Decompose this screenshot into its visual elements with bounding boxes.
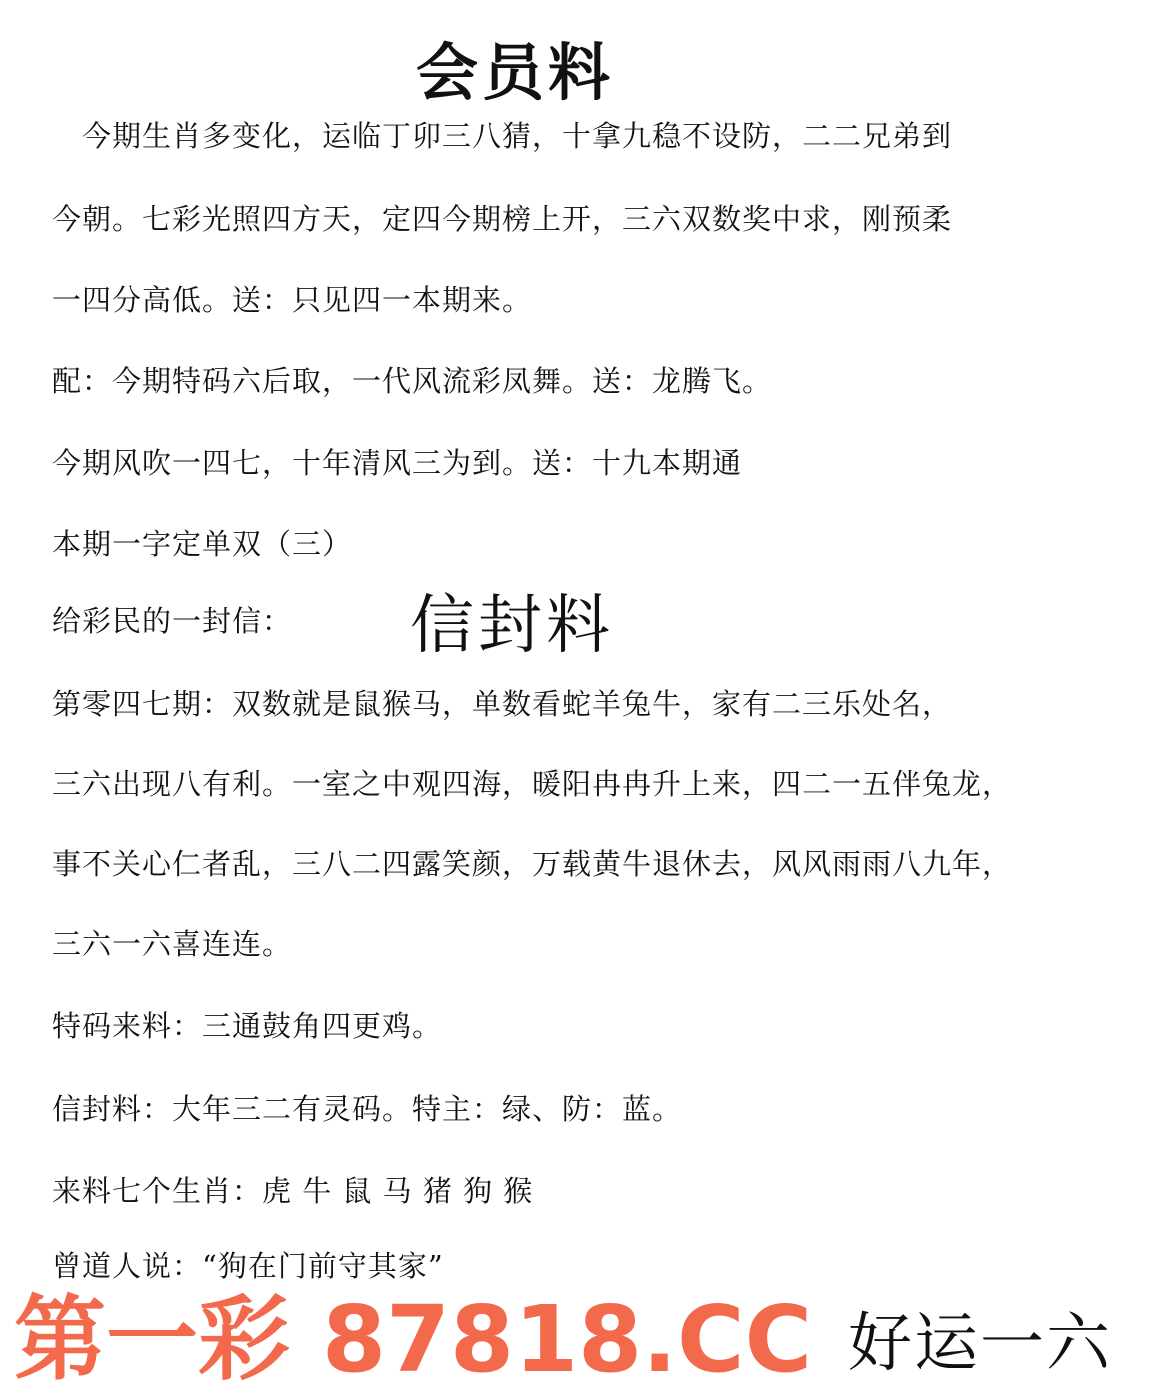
signature: 好运一六 — [848, 1307, 1112, 1381]
member-line: 本期一字定单双（三） — [52, 527, 353, 561]
envelope-line: 第零四七期：双数就是鼠猴马，单数看蛇羊兔牛，家有二三乐处名， — [52, 687, 953, 721]
member-title: 会员料 — [416, 36, 615, 109]
envelope-line: 来料七个生肖：虎 牛 鼠 马 猪 狗 猴 — [52, 1174, 534, 1208]
envelope-line: 事不关心仁者乱，三八二四露笑颜，万载黄牛退休去，风风雨雨八九年， — [52, 847, 1013, 881]
member-line: 今朝。七彩光照四方天，定四今期榜上开，三六双数奖中求，刚预柔 — [52, 202, 953, 236]
member-line: 今期生肖多变化，运临丁卯三八猜，十拿九稳不设防，二二兄弟到 — [52, 119, 953, 153]
member-line: 配：今期特码六后取，一代风流彩凤舞。送：龙腾飞。 — [52, 364, 773, 398]
envelope-title: 信封料 — [410, 589, 614, 663]
envelope-line: 信封料：大年三二有灵码。特主：绿、防：蓝。 — [52, 1092, 683, 1126]
envelope-line: 特码来料：三通鼓角四更鸡。 — [52, 1009, 443, 1043]
member-line: 一四分高低。送：只见四一本期来。 — [52, 283, 533, 317]
envelope-line: 三六一六喜连连。 — [52, 927, 293, 961]
watermark: 第一彩 87818.CC — [14, 1286, 813, 1393]
envelope-line: 曾道人说：“狗在门前守其家” — [52, 1249, 444, 1283]
member-line: 今期风吹一四七，十年清风三为到。送：十九本期通 — [52, 446, 743, 480]
member-line: 给彩民的一封信： — [52, 604, 293, 638]
envelope-line: 三六出现八有利。一室之中观四海，暖阳冉冉升上来，四二一五伴兔龙， — [52, 767, 1013, 801]
